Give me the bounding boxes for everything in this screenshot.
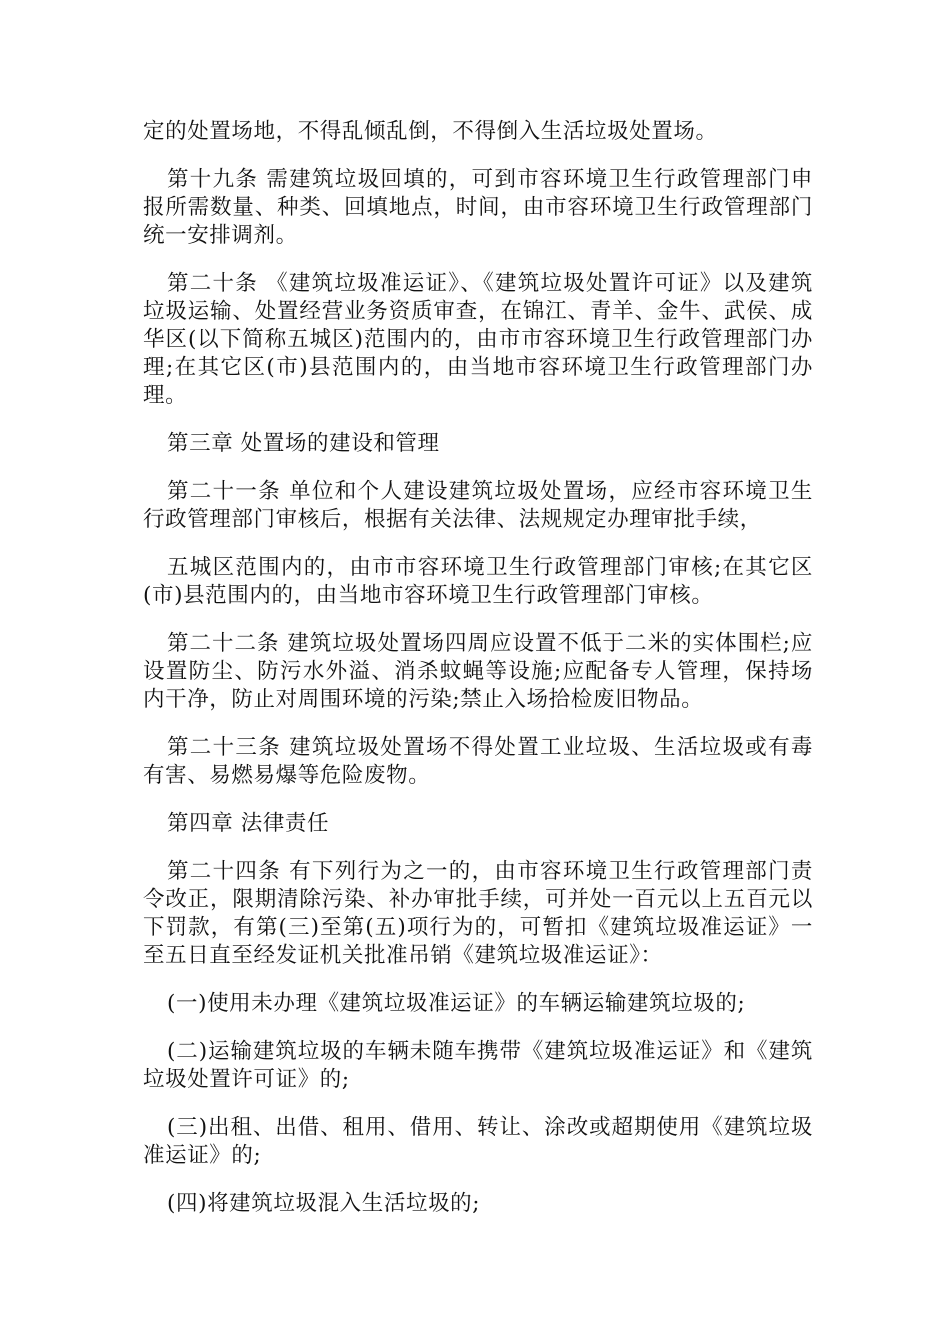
list-item-2: (二)运输建筑垃圾的车辆未随车携带《建筑垃圾准运证》和《建筑垃圾处置许可证》的; xyxy=(143,1039,813,1092)
chapter-4-heading: 第四章 法律责任 xyxy=(167,811,330,836)
list-item-3: (三)出租、出借、租用、借用、转让、涂改或超期使用《建筑垃圾准运证》的; xyxy=(143,1115,813,1168)
document-body xyxy=(143,118,813,1238)
article-19: 第十九条 需建筑垃圾回填的，可到市容环境卫生行政管理部门申报所需数量、种类、回填地点，时间，由市容环境卫生行政管理部门统一安排调剂。 xyxy=(143,167,813,248)
article-20: 第二十条 《建筑垃圾准运证》、《建筑垃圾处置许可证》以及建筑垃圾运输、处置经营业务资质审查，在锦江、青羊、金牛、武侯、成华区(以下简称五城区)范围内的，由市市容环境卫生行政管理部门办理;在其它区(市)县范围内的，由当地市容环境卫生行政管理部门办理。 xyxy=(143,271,813,408)
article-21-continued: 五城区范围内的，由市市容环境卫生行政管理部门审核;在其它区(市)县范围内的，由当地市容环境卫生行政管理部门审核。 xyxy=(143,555,813,608)
article-22: 第二十二条 建筑垃圾处置场四周应设置不低于二米的实体围栏;应设置防尘、防污水外溢、消杀蚊蝇等设施;应配备专人管理，保持场内干净，防止对周围环境的污染;禁止入场拾检废旧物品。 xyxy=(143,631,813,712)
chapter-3-heading: 第三章 处置场的建设和管理 xyxy=(167,431,440,456)
paragraph-continuation: 定的处置场地，不得乱倾乱倒，不得倒入生活垃圾处置场。 xyxy=(143,119,718,144)
article-23: 第二十三条 建筑垃圾处置场不得处置工业垃圾、生活垃圾或有毒有害、易燃易爆等危险废物。 xyxy=(143,735,813,788)
article-21: 第二十一条 单位和个人建设建筑垃圾处置场，应经市容环境卫生行政管理部门审核后，根据有关法律、法规规定办理审批手续， xyxy=(143,479,813,532)
list-item-4: (四)将建筑垃圾混入生活垃圾的; xyxy=(167,1191,481,1216)
article-24: 第二十四条 有下列行为之一的，由市容环境卫生行政管理部门责令改正，限期清除污染、补办审批手续，可并处一百元以上五百元以下罚款，有第(三)至第(五)项行为的，可暂扣《建筑垃圾准运证》一至五日直至经发证机关批准吊销《建筑垃圾准运证》： xyxy=(143,859,813,968)
list-item-1: (一)使用未办理《建筑垃圾准运证》的车辆运输建筑垃圾的; xyxy=(167,991,746,1016)
